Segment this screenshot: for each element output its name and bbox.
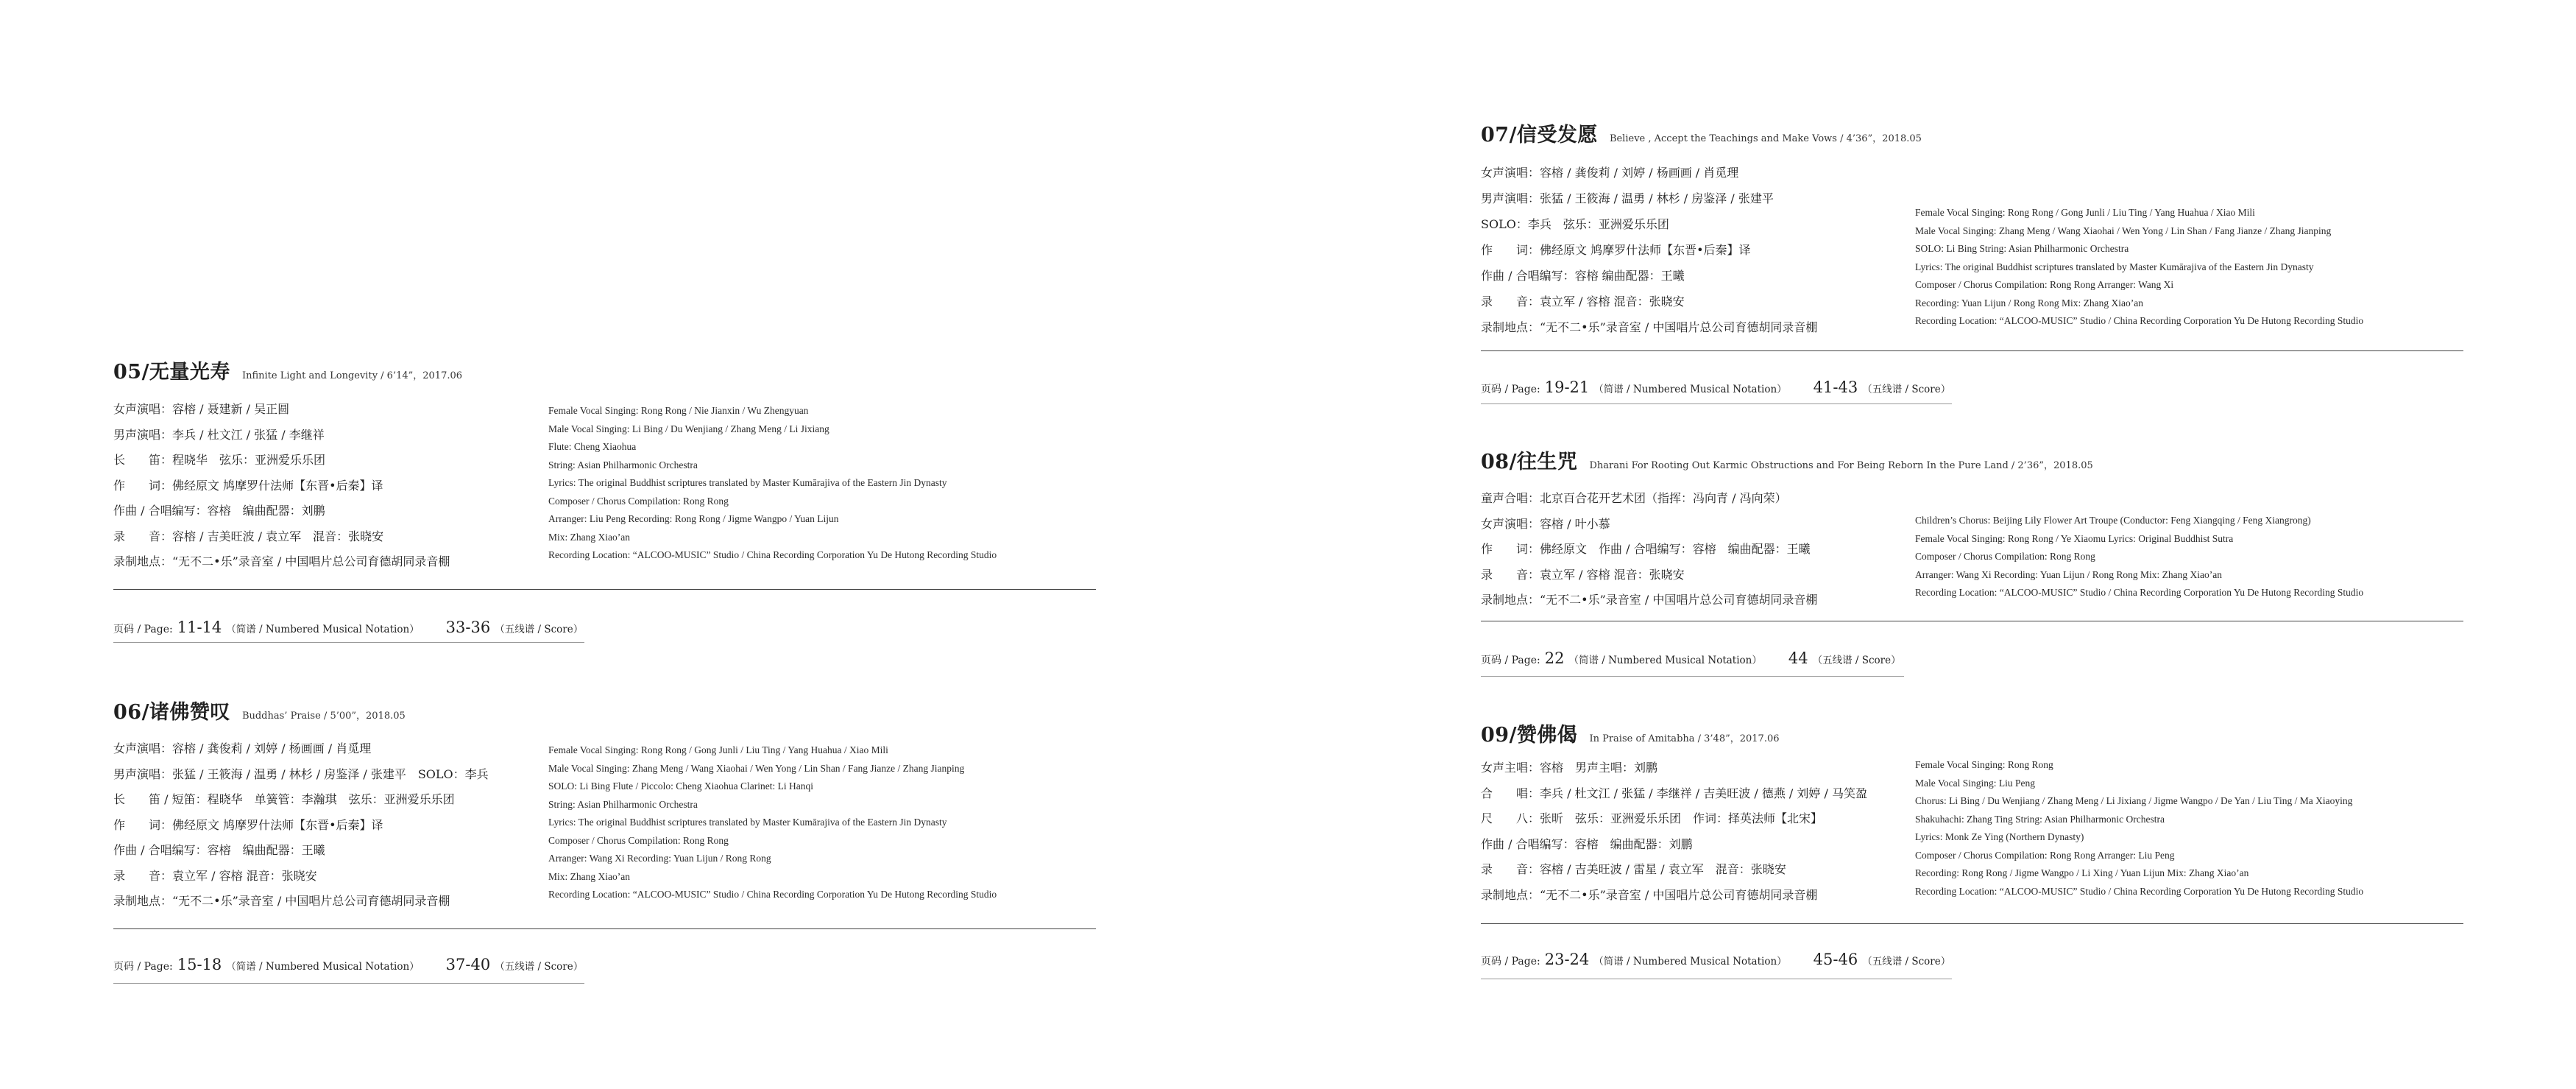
- page-label: 页码 / Page:: [113, 624, 173, 635]
- credit-line-cn: 录制地点：“无不二•乐”录音室 / 中国唱片总公司育德胡同录音棚: [1481, 887, 1818, 902]
- credit-line-en: Composer / Chorus Compilation: Rong Rong Arranger: Liu Peng: [1915, 849, 2175, 861]
- credit-line-en: Male Vocal Singing: Zhang Meng / Wang Xiaohai / Wen Yong / Lin Shan / Fang Jianze / Zhang Jianping: [548, 762, 965, 774]
- credit-line-en: Composer / Chorus Compilation: Rong Rong Arranger: Wang Xi: [1915, 279, 2174, 290]
- credit-line-en: Composer / Chorus Compilation: Rong Rong: [548, 834, 729, 846]
- credit-line-cn: 录制地点：“无不二•乐”录音室 / 中国唱片总公司育德胡同录音棚: [1481, 320, 1818, 334]
- page-underline: [1481, 676, 1904, 677]
- credit-line-cn: 男声演唱：李兵 / 杜文江 / 张猛 / 李继祥: [113, 427, 325, 442]
- credit-line-en: Male Vocal Singing: Liu Peng: [1915, 777, 2035, 789]
- page-reference: [1481, 649, 1901, 667]
- page-label: 页码 / Page:: [1481, 655, 1540, 666]
- section-divider: [1481, 923, 2463, 924]
- credit-line-en: Recording Location: “ALCOO-MUSIC” Studio / China Recording Corporation Yu De Hutong Recording Studio: [548, 549, 997, 560]
- page-range-score: 33-36: [445, 618, 491, 636]
- page-range-numbered: 22: [1544, 649, 1565, 667]
- credit-line-en: String: Asian Philharmonic Orchestra: [548, 798, 698, 810]
- credit-line-en: Recording Location: “ALCOO-MUSIC” Studio / China Recording Corporation Yu De Hutong Recording Studio: [1915, 885, 2364, 897]
- credit-line-cn: 作 词：佛经原文 鸠摩罗什法师【东晋•后秦】译: [1481, 243, 1751, 257]
- track-subtitle: Buddhas’ Praise / 5’00”，2018.05: [241, 711, 406, 722]
- page-range-numbered: 11-14: [177, 618, 222, 636]
- credit-line-en: SOLO: Li Bing Flute / Piccolo: Cheng Xiaohua Clarinet: Li Hanqi: [548, 780, 813, 792]
- credit-line-en: SOLO: Li Bing String: Asian Philharmonic Orchestra: [1915, 243, 2129, 254]
- track-title-row: [1481, 119, 1922, 147]
- credit-line-cn: 作 词：佛经原文 鸠摩罗什法师【东晋•后秦】译: [113, 478, 383, 493]
- credit-line-cn: 童声合唱：北京百合花开艺术团（指挥：冯向青 / 冯向荣）: [1481, 491, 1787, 505]
- credit-line-en: Arranger: Liu Peng Recording: Rong Rong / Jigme Wangpo / Yuan Lijun: [548, 513, 839, 524]
- credit-line-cn: 作曲 / 合唱编写：容榕 编曲配器：刘鹏: [113, 504, 325, 518]
- page-underline: [1481, 403, 1952, 404]
- page-range-score: 41-43: [1813, 378, 1858, 396]
- page-reference: [113, 618, 583, 636]
- credit-line-cn: 录制地点：“无不二•乐”录音室 / 中国唱片总公司育德胡同录音棚: [113, 894, 450, 908]
- credit-line-cn: 录 音：袁立军 / 容榕 混音：张晓安: [1481, 295, 1685, 309]
- credit-line-en: Male Vocal Singing: Li Bing / Du Wenjiang / Zhang Meng / Li Jixiang: [548, 423, 829, 434]
- page-reference: [113, 956, 583, 973]
- credit-line-cn: 录 音：容榕 / 吉美旺波 / 雷星 / 袁立军 混音：张晓安: [1481, 862, 1786, 876]
- credit-line-en: Flute: Cheng Xiaohua: [548, 441, 637, 452]
- credit-line-cn: 尺 八：张昕 弦乐：亚洲爱乐乐团 作词：择英法师【北宋】: [1481, 811, 1823, 825]
- credit-line-cn: 作 词：佛经原文 鸠摩罗什法师【东晋•后秦】译: [113, 817, 383, 832]
- page-note-score: （五线谱 / Score）: [1862, 956, 1951, 968]
- credit-line-en: Chorus: Li Bing / Du Wenjiang / Zhang Meng / Li Jixiang / Jigme Wangpo / De Yan / Liu Ting / Ma Xiaoying: [1915, 795, 2353, 806]
- credit-line-cn: 录 音：容榕 / 吉美旺波 / 袁立军 混音：张晓安: [113, 529, 384, 543]
- track-subtitle: Believe , Accept the Teachings and Make Vows / 4’36”，2018.05: [1609, 133, 1922, 144]
- page-reference: [1481, 378, 1950, 396]
- credit-line-cn: 录 音：袁立军 / 容榕 混音：张晓安: [113, 868, 317, 883]
- credit-line-en: Recording Location: “ALCOO-MUSIC” Studio / China Recording Corporation Yu De Hutong Recording Studio: [548, 889, 997, 900]
- page-label: 页码 / Page:: [1481, 956, 1540, 968]
- credit-line-cn: 女声演唱：容榕 / 龚俊莉 / 刘婷 / 杨画画 / 肖觅理: [1481, 166, 1739, 180]
- credit-line-en: Mix: Zhang Xiao’an: [548, 870, 630, 882]
- track-title-row: [113, 696, 406, 725]
- credit-line-en: Recording: Yuan Lijun / Rong Rong Mix: Zhang Xiao’an: [1915, 297, 2143, 309]
- track-title: 08/往生咒: [1481, 451, 1578, 473]
- credit-line-cn: 男声演唱：张猛 / 王筱海 / 温勇 / 林杉 / 房鉴泽 / 张建平: [1481, 191, 1774, 205]
- track-title: 09/赞佛偈: [1481, 724, 1578, 747]
- page-underline: [113, 642, 584, 643]
- credit-line-cn: 合 唱：李兵 / 杜文江 / 张猛 / 李继祥 / 吉美旺波 / 德燕 / 刘婷 / 马笑盈: [1481, 786, 1867, 800]
- credit-line-en: Recording: Rong Rong / Jigme Wangpo / Li Xing / Yuan Lijun Mix: Zhang Xiao’an: [1915, 867, 2249, 878]
- track-subtitle: Dharani For Rooting Out Karmic Obstructions and For Being Reborn In the Pure Land / 2’36”，2018.05: [1589, 460, 2093, 471]
- page-range-numbered: 23-24: [1544, 951, 1590, 968]
- track-title-row: [1481, 445, 2093, 474]
- credit-line-cn: 录制地点：“无不二•乐”录音室 / 中国唱片总公司育德胡同录音棚: [1481, 593, 1818, 607]
- credit-line-cn: 作 词：佛经原文 作曲 / 合唱编写：容榕 编曲配器：王曦: [1481, 542, 1811, 556]
- credit-line-en: Female Vocal Singing: Rong Rong: [1915, 759, 2053, 770]
- credit-line-cn: 长 笛 / 短笛：程晓华 单簧管：李瀚琪 弦乐：亚洲爱乐乐团: [113, 792, 455, 806]
- credit-line-cn: SOLO：李兵 弦乐：亚洲爱乐乐团: [1481, 217, 1669, 231]
- credit-line-en: Female Vocal Singing: Rong Rong / Gong Junli / Liu Ting / Yang Huahua / Xiao Mili: [1915, 207, 2255, 218]
- page-reference: [1481, 951, 1950, 968]
- page-note-numbered: （简谱 / Numbered Musical Notation）: [1593, 956, 1787, 968]
- credit-line-cn: 女声主唱：容榕 男声主唱：刘鹏: [1481, 761, 1658, 775]
- page-range-numbered: 19-21: [1544, 378, 1590, 396]
- track-subtitle: In Praise of Amitabha / 3’48”，2017.06: [1589, 733, 1780, 744]
- credit-line-cn: 录制地点：“无不二•乐”录音室 / 中国唱片总公司育德胡同录音棚: [113, 554, 450, 568]
- page-note-numbered: （简谱 / Numbered Musical Notation）: [226, 961, 420, 973]
- page-note-score: （五线谱 / Score）: [495, 624, 584, 635]
- credit-line-en: Shakuhachi: Zhang Ting String: Asian Philharmonic Orchestra: [1915, 813, 2165, 825]
- credit-line-en: Lyrics: The original Buddhist scriptures translated by Master Kumārajiva of the Eastern Jin Dynasty: [548, 817, 947, 828]
- credit-line-cn: 女声演唱：容榕 / 聂建新 / 吴正圆: [113, 402, 290, 416]
- page-note-score: （五线谱 / Score）: [1812, 655, 1901, 666]
- track-title: 07/信受发愿: [1481, 124, 1598, 147]
- credit-line-en: String: Asian Philharmonic Orchestra: [548, 459, 698, 471]
- credit-line-cn: 男声演唱：张猛 / 王筱海 / 温勇 / 林杉 / 房鉴泽 / 张建平 SOLO：李兵: [113, 766, 489, 781]
- page-range-score: 45-46: [1813, 951, 1858, 968]
- credit-line-en: Recording Location: “ALCOO-MUSIC” Studio / China Recording Corporation Yu De Hutong Recording Studio: [1915, 587, 2364, 598]
- track-title: 05/无量光寿: [113, 361, 230, 384]
- credit-line-en: Female Vocal Singing: Rong Rong / Nie Jianxin / Wu Zhengyuan: [548, 405, 809, 416]
- credit-line-cn: 作曲 / 合唱编写：容榕 编曲配器：王曦: [1481, 269, 1685, 283]
- section-divider: [113, 928, 1096, 929]
- credit-line-cn: 作曲 / 合唱编写：容榕 编曲配器：王曦: [113, 843, 325, 857]
- track-title-row: [1481, 719, 1780, 747]
- credit-line-cn: 录 音：袁立军 / 容榕 混音：张晓安: [1481, 567, 1685, 582]
- section-divider: [113, 589, 1096, 590]
- page-note-numbered: （简谱 / Numbered Musical Notation）: [1568, 655, 1762, 666]
- page-range-score: 37-40: [445, 956, 491, 973]
- credit-line-en: Mix: Zhang Xiao’an: [548, 531, 630, 543]
- credit-line-cn: 作曲 / 合唱编写：容榕 编曲配器：刘鹏: [1481, 836, 1693, 851]
- credit-line-en: Recording Location: “ALCOO-MUSIC” Studio / China Recording Corporation Yu De Hutong Recording Studio: [1915, 315, 2364, 326]
- credit-line-en: Female Vocal Singing: Rong Rong / Gong Junli / Liu Ting / Yang Huahua / Xiao Mili: [548, 744, 888, 755]
- credit-line-en: Composer / Chorus Compilation: Rong Rong: [1915, 551, 2095, 562]
- credit-line-cn: 长 笛：程晓华 弦乐：亚洲爱乐乐团: [113, 453, 326, 467]
- page-note-numbered: （简谱 / Numbered Musical Notation）: [226, 624, 420, 635]
- track-subtitle: Infinite Light and Longevity / 6’14”，2017.06: [241, 370, 463, 381]
- credit-line-cn: 女声演唱：容榕 / 龚俊莉 / 刘婷 / 杨画画 / 肖觅理: [113, 741, 372, 755]
- credit-line-en: Lyrics: The original Buddhist scriptures translated by Master Kumārajiva of the Eastern Jin Dynasty: [1915, 261, 2314, 272]
- credit-line-en: Lyrics: The original Buddhist scriptures translated by Master Kumārajiva of the Eastern Jin Dynasty: [548, 477, 947, 488]
- page-range-score: 44: [1788, 649, 1808, 667]
- credit-line-en: Composer / Chorus Compilation: Rong Rong: [548, 495, 729, 507]
- credit-line-en: Female Vocal Singing: Rong Rong / Ye Xiaomu Lyrics: Original Buddhist Sutra: [1915, 532, 2234, 544]
- credit-line-en: Male Vocal Singing: Zhang Meng / Wang Xiaohai / Wen Yong / Lin Shan / Fang Jianze / Zhang Jianping: [1915, 225, 2332, 236]
- page-underline: [113, 983, 584, 984]
- page-note-score: （五线谱 / Score）: [1862, 384, 1951, 395]
- credit-line-cn: 女声演唱：容榕 / 叶小慕: [1481, 516, 1610, 531]
- credit-line-en: Lyrics: Monk Ze Ying (Northern Dynasty): [1915, 831, 2084, 842]
- track-title: 06/诸佛赞叹: [113, 701, 230, 724]
- page-label: 页码 / Page:: [113, 961, 173, 973]
- page-note-numbered: （简谱 / Numbered Musical Notation）: [1593, 384, 1787, 395]
- page-note-score: （五线谱 / Score）: [495, 961, 584, 973]
- track-title-row: [113, 356, 462, 384]
- page-range-numbered: 15-18: [177, 956, 222, 973]
- section-divider: [1481, 350, 2463, 351]
- credit-line-en: Arranger: Wang Xi Recording: Yuan Lijun / Rong Rong: [548, 853, 771, 864]
- credit-line-en: Arranger: Wang Xi Recording: Yuan Lijun / Rong Rong Mix: Zhang Xiao’an: [1915, 568, 2222, 580]
- credit-line-en: Children’s Chorus: Beijing Lily Flower Art Troupe (Conductor: Feng Xiangqing / Feng Xiangrong): [1915, 515, 2311, 526]
- page-label: 页码 / Page:: [1481, 384, 1540, 395]
